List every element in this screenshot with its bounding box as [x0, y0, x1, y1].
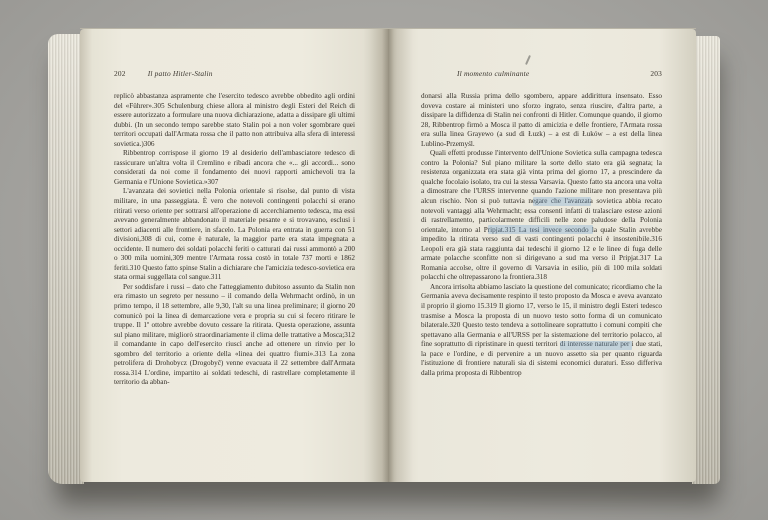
open-book-spread — [80, 28, 696, 482]
left-page-number: 202 — [114, 69, 126, 78]
left-running-title: Il patto Hitler-Stalin — [147, 69, 213, 78]
right-running-title: Il momento culminante — [457, 69, 530, 78]
right-running-head — [421, 69, 662, 78]
paragraph: donarsi alla Russia prima dello sgombero, appare addirittura insensato. Esso doveva costare ai ministeri uno sforzo ingrato, senza riuscire, d'altra parte, a dissipare la diffidenza di Stalin nei confronti di Hitler. Comunque quando, il giorno 28, Ribbentrop firmò a Mosca il patto di amicizia e delle frontiere, l'Armata rossa era sulla linea Grayewo (a sud di Łuzk) – a est di Łuków – a est della linea Lublino-Przemyśl. — [421, 92, 662, 148]
left-running-head — [114, 69, 355, 78]
page-edge-stack-right — [692, 36, 720, 484]
paragraph: Ancora irrisolta abbiamo lasciato la questione del comunicato; ricordiamo che la Germania aveva decisamente respinto il testo proposto da Mosca e aveva avanzato il proprio il giorno 15.319 Il giorno 17, verso le 15, il ministro degli Esteri tedesco trasmise a Mosca la proposta di un nuovo testo sotto forma di un comunicato bilaterale.320 Questo testo tendeva a sottolineare soprattutto i comuni compiti che spettavano alla Germania e all'URSS per la sistemazione del territorio polacco, al fine soprattutto di ripristinare in questi territori di interesse naturale per i due stati, la pace e l'ordine, e di pervenire a un nuovo assetto sia per quanto riguarda l'istituzione di frontiere naturali sia di sistemi economici duraturi. Esso differiva dalla prima proposta di Ribbentrop — [421, 282, 662, 377]
page-edge-stack-left — [48, 34, 84, 484]
right-page-number: 203 — [650, 69, 662, 78]
left-page — [80, 29, 388, 482]
pencil-mark — [525, 55, 531, 65]
book — [48, 22, 720, 496]
paragraph: replicò abbastanza aspramente che l'esercito tedesco avrebbe obbedito agli ordini del «Führer».305 Schulenburg chiese allora al ministro degli Esteri del Reich di essere autorizzato a formulare una nuova dichiarazione, adatta a dissipare gli ultimi dubbi. (In un secondo tempo sarebbe stato Stalin poi a non voler sgombrare quei territori occupati dall'Armata rossa che il patto non attribuiva alla sfera di interessi sovietica.)306 — [114, 92, 355, 148]
paragraph: Ribbentrop corrispose il giorno 19 al desiderio dell'ambasciatore tedesco di rassicurare un'altra volta il Cremlino e ribadì ancora che «... gli accordi... sono considerati da noi come il fondamento dei nuovi rapporti amichevoli tra la Germania e l'Unione Sovietica.»307 — [114, 149, 355, 186]
paragraph: L'avanzata dei sovietici nella Polonia orientale si risolse, dal punto di vista militare, in una passeggiata. È vero che notevoli contingenti polacchi si erano ritirati verso oriente per sottrarsi all'operazione di accerchiamento tedesca, ma essi avevano generalmente abbandonato il materiale pesante e si trovavano, esclusi i settori adiacenti alle frontiere, in sfacelo. La Polonia era entrata in guerra con 51 divisioni,308 di cui, come è naturale, la maggior parte era stata impegnata a occidente. Il numero dei soldati polacchi feriti o catturati dai russi ammontò a 200 o 300 mila uomini,309 mentre l'Armata rossa costò in totale 737 morti e 1862 feriti.310 Questo fatto spinse Stalin a dichiarare che l'amicizia tedesco-sovietica era stata ormai suggellata col sangue.311 — [114, 187, 355, 282]
paragraph: Per soddisfare i russi – dato che l'atteggiamento dubitoso assunto da Stalin non era rimasto un segreto per nessuno – il comando della Wehrmacht ordinò, in un primo tempo, il 18 settembre, alle 9,30, l'alt su una linea preliminare; il giorno 20 comunicò poi la linea di demarcazione vera e propria su cui si fecero ritirare le truppe. Il 1º ottobre avrebbe dovuto cessare la ritirata. Questa operazione, assunta sul piano militare, migliorò straordinariamente il clima delle trattative a Mosca;312 il comandante in capo dell'esercito riuscì anche ad ottenere un rinvio per lo sgombro del territorio a oriente della «linea dei quattro fiumi».313 La zona petrolifera di Drohobycz (Drogobyč) venne evacuata il 22 settembre dall'Armata rossa.314 L'ordine, impartito ai soldati tedeschi, di rastrellare completamente il territorio da abban- — [114, 282, 355, 387]
right-page-text — [421, 92, 662, 378]
paragraph: Quali effetti produsse l'intervento dell'Unione Sovietica sulla campagna tedesca contro la Polonia? Sul piano militare la sorte dello stato era già segnata; la resistenza organizzata era stata già vinta prima del giorno 17, a prescindere da qualche focolaio isolato, tra cui la stessa Varsavia. Questo fatto sta ancora una volta a dimostrare che l'URSS intervenne quando l'azione militare non presentava più alcun rischio. Non si può tuttavia negare che l'avanzata sovietica abbia recato notevoli vantaggi alla Wehrmacht; essa consentì infatti di tralasciare estese azioni di rastrellamento, particolarmente difficili nelle zone paludose della Polonia orientale, intorno al Pripjat.315 La tesi invece secondo la quale Stalin avrebbe impedito la ritirata verso sud di vasti contingenti polacchi è insostenibile.316 Leopoli era già stata raggiunta dai tedeschi il giorno 12 e le linee di fuga delle armate polacche sconfitte non si dirigevano a sud ma verso il Pripjat.317 La Romania accolse, oltre il governo di Varsavia in esilio, più di 100 mila soldati polacchi che oltrepassarono la frontiera.318 — [421, 149, 662, 282]
left-page-text — [114, 92, 355, 388]
right-page — [388, 29, 696, 482]
